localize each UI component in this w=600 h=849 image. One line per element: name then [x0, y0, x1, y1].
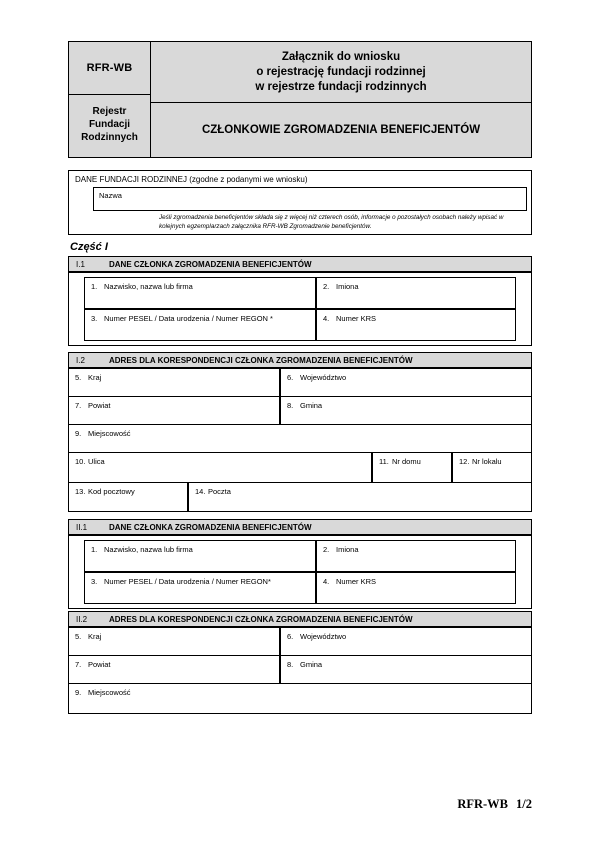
field-lastname-i1[interactable]	[84, 277, 316, 309]
field-pesel-ii1-label: Numer PESEL / Data urodzenia / Numer REGON*	[104, 577, 271, 586]
field-country-i2-label: Kraj	[88, 373, 102, 382]
field-county-ii2-number: 7.	[75, 660, 82, 669]
field-voivodeship-i2-label: Województwo	[300, 373, 347, 382]
form-code: RFR-WB	[69, 42, 150, 95]
field-krs-i1-label: Numer KRS	[336, 314, 377, 323]
section-header-ii2	[68, 611, 532, 627]
field-locality-i2-label: Miejscowość	[88, 429, 131, 438]
field-pesel-ii1-number: 3.	[91, 577, 98, 586]
field-krs-ii1-number: 4.	[323, 577, 330, 586]
field-commune-ii2-number: 8.	[287, 660, 294, 669]
field-commune-ii2[interactable]	[280, 655, 532, 686]
field-commune-i2[interactable]	[280, 396, 532, 427]
form-title-line1: Załącznik do wniosku	[281, 50, 401, 63]
section-header-i1	[68, 256, 532, 272]
field-flat-number-i2-number: 12.	[459, 457, 470, 466]
field-voivodeship-i2[interactable]	[280, 368, 532, 399]
field-country-ii2-number: 5.	[75, 632, 82, 641]
field-firstnames-i1-label: Imiona	[336, 282, 359, 291]
field-firstnames-ii1-label: Imiona	[336, 545, 359, 554]
field-commune-ii2-label: Gmina	[300, 660, 323, 669]
part-heading: Część I	[70, 241, 108, 253]
field-lastname-ii1-label: Nazwisko, nazwa lub firma	[104, 545, 193, 554]
field-firstnames-i1[interactable]	[316, 277, 516, 309]
field-locality-i2[interactable]	[68, 424, 532, 455]
form-header	[68, 41, 532, 158]
field-voivodeship-i2-number: 6.	[287, 373, 294, 382]
foundation-note-line2: egzemplarzach załącznika RFR-WB Zgromadzenie beneficjentów.	[187, 222, 372, 230]
field-country-i2-number: 5.	[75, 373, 82, 382]
field-pesel-i1[interactable]	[84, 309, 316, 341]
form-subtitle: CZŁONKOWIE ZGROMADZENIA BENEFICJENTÓW	[201, 124, 481, 136]
field-krs-ii1[interactable]	[316, 572, 516, 604]
foundation-note-line1: Jeśli zgromadzenia beneficjentów składa się z więcej niż czterech osób, informacje o pozostałych osobach należy wpisać w kolejnych	[159, 214, 504, 230]
field-lastname-ii1[interactable]	[84, 540, 316, 572]
field-post-office-i2-number: 14.	[195, 487, 206, 496]
field-locality-ii2[interactable]	[68, 683, 532, 714]
section-title-i1: DANE CZŁONKA ZGROMADZENIA BENEFICJENTÓW	[109, 259, 312, 269]
register-name-line3: Rodzinnych	[81, 131, 138, 143]
field-voivodeship-ii2[interactable]	[280, 627, 532, 658]
field-locality-i2-number: 9.	[75, 429, 82, 438]
field-house-number-i2-label: Nr domu	[392, 457, 421, 466]
foundation-name-field[interactable]	[93, 187, 527, 211]
field-house-number-i2-number: 11.	[379, 457, 389, 466]
header-right-column	[151, 42, 531, 157]
footer-page-number: 1/2	[516, 797, 532, 811]
field-post-office-i2[interactable]	[188, 482, 532, 512]
section-number-i2: I.2	[76, 355, 85, 365]
field-lastname-i1-number: 1.	[91, 282, 98, 291]
field-locality-ii2-number: 9.	[75, 688, 82, 697]
header-left-column	[69, 42, 151, 157]
field-krs-i1-number: 4.	[323, 314, 330, 323]
section-number-ii1: II.1	[76, 522, 88, 532]
section-title-i2: ADRES DLA KORESPONDENCJI CZŁONKA ZGROMADZENIA BENEFICJENTÓW	[109, 355, 413, 365]
form-title	[151, 42, 531, 103]
field-county-ii2[interactable]	[68, 655, 280, 686]
section-number-i1: I.1	[76, 259, 85, 269]
form-title-line3: w rejestrze fundacji rodzinnych	[255, 80, 427, 93]
foundation-note	[159, 214, 524, 231]
field-lastname-ii1-number: 1.	[91, 545, 98, 554]
field-house-number-i2[interactable]	[372, 452, 452, 483]
section-number-ii2: II.2	[76, 614, 88, 624]
foundation-data-block	[68, 170, 532, 235]
field-country-ii2[interactable]	[68, 627, 280, 658]
field-street-i2-number: 10.	[75, 457, 86, 466]
field-firstnames-i1-number: 2.	[323, 282, 330, 291]
field-flat-number-i2[interactable]	[452, 452, 532, 483]
register-name-line1: Rejestr	[92, 105, 127, 117]
footer-form-code: RFR-WB	[457, 797, 509, 811]
field-flat-number-i2-label: Nr lokalu	[472, 457, 502, 466]
field-krs-ii1-label: Numer KRS	[336, 577, 377, 586]
field-pesel-i1-label: Numer PESEL / Data urodzenia / Numer REGON *	[104, 314, 273, 323]
field-street-i2[interactable]	[68, 452, 372, 483]
section-title-ii2: ADRES DLA KORESPONDENCJI CZŁONKA ZGROMADZENIA BENEFICJENTÓW	[109, 614, 413, 624]
section-header-i2	[68, 352, 532, 368]
field-commune-i2-number: 8.	[287, 401, 294, 410]
field-firstnames-ii1-number: 2.	[323, 545, 330, 554]
form-title-line2: o rejestrację fundacji rodzinnej	[256, 65, 426, 78]
register-name-line2: Fundacji	[88, 118, 131, 130]
section-header-ii1	[68, 519, 532, 535]
field-county-i2[interactable]	[68, 396, 280, 427]
field-commune-i2-label: Gmina	[300, 401, 323, 410]
field-county-i2-label: Powiat	[88, 401, 111, 410]
field-voivodeship-ii2-number: 6.	[287, 632, 294, 641]
field-voivodeship-ii2-label: Województwo	[300, 632, 347, 641]
field-county-i2-number: 7.	[75, 401, 82, 410]
page-footer	[457, 797, 532, 812]
field-krs-i1[interactable]	[316, 309, 516, 341]
field-country-i2[interactable]	[68, 368, 280, 399]
field-county-ii2-label: Powiat	[88, 660, 111, 669]
field-postcode-i2-label: Kod pocztowy	[88, 487, 135, 496]
field-lastname-i1-label: Nazwisko, nazwa lub firma	[104, 282, 193, 291]
field-postcode-i2[interactable]	[68, 482, 188, 512]
field-pesel-i1-number: 3.	[91, 314, 98, 323]
field-country-ii2-label: Kraj	[88, 632, 102, 641]
register-name	[69, 95, 150, 157]
foundation-data-title: DANE FUNDACJI RODZINNEJ (zgodne z podanymi we wniosku)	[75, 175, 308, 184]
field-post-office-i2-label: Poczta	[208, 487, 231, 496]
field-street-i2-label: Ulica	[88, 457, 105, 466]
field-postcode-i2-number: 13.	[75, 487, 86, 496]
foundation-name-label: Nazwa	[99, 191, 122, 200]
field-firstnames-ii1[interactable]	[316, 540, 516, 572]
section-title-ii1: DANE CZŁONKA ZGROMADZENIA BENEFICJENTÓW	[109, 522, 312, 532]
field-locality-ii2-label: Miejscowość	[88, 688, 131, 697]
field-pesel-ii1[interactable]	[84, 572, 316, 604]
